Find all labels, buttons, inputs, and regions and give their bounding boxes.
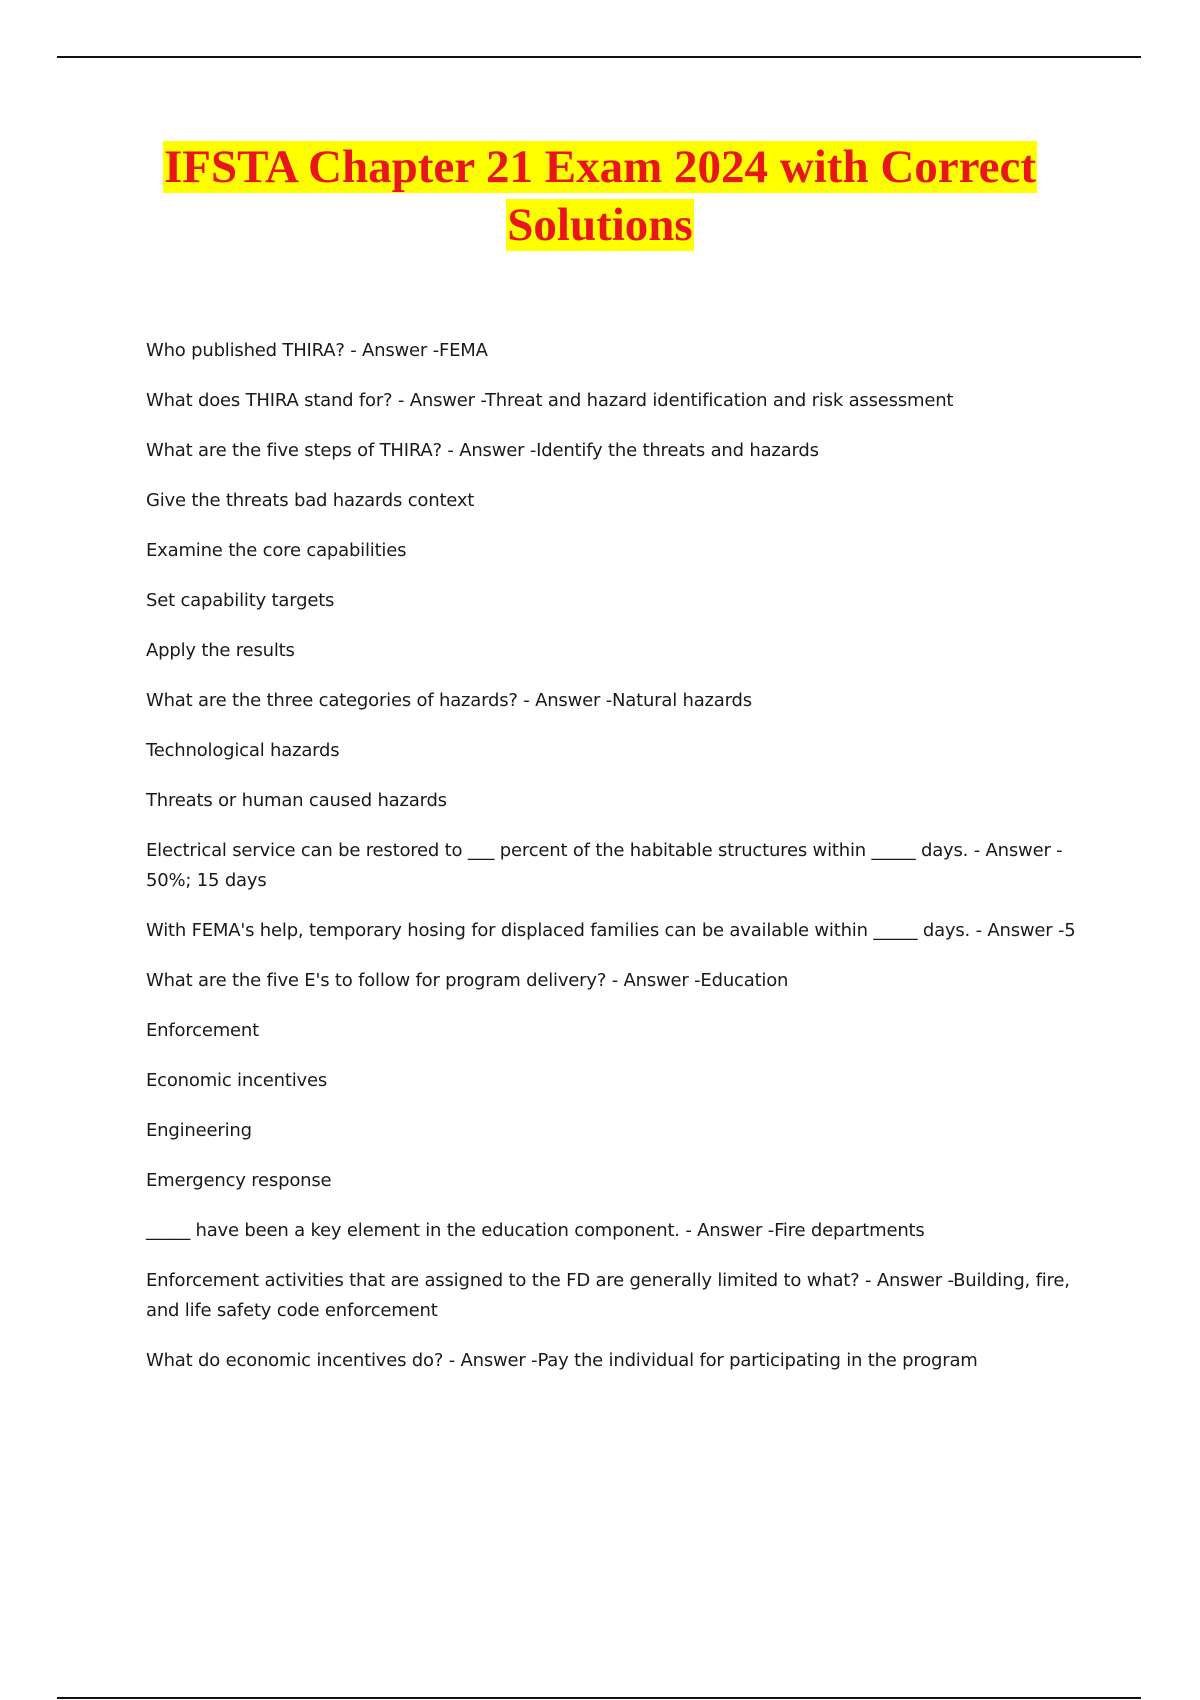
top-rule bbox=[57, 56, 1141, 58]
qa-line: Who published THIRA? - Answer -FEMA bbox=[146, 340, 488, 361]
qa-line: Engineering bbox=[146, 1120, 252, 1141]
qa-line: Enforcement bbox=[146, 1020, 259, 1041]
title-line-1: IFSTA Chapter 21 Exam 2024 with Correct bbox=[163, 141, 1037, 193]
qa-line: Electrical service can be restored to ___ percent of the habitable structures within _____ days. - Answer - 50%; 15 days bbox=[146, 840, 1063, 891]
qa-line: Set capability targets bbox=[146, 590, 335, 611]
qa-line: What does THIRA stand for? - Answer -Threat and hazard identification and risk assessment bbox=[146, 390, 954, 411]
qa-line: Threats or human caused hazards bbox=[146, 790, 447, 811]
document-body bbox=[146, 336, 1096, 1396]
qa-line: Examine the core capabilities bbox=[146, 540, 407, 561]
qa-line: Apply the results bbox=[146, 640, 295, 661]
qa-line: Technological hazards bbox=[146, 740, 340, 761]
qa-line: With FEMA's help, temporary hosing for displaced families can be available within _____ days. - Answer -5 bbox=[146, 920, 1076, 941]
qa-line: What are the three categories of hazards? - Answer -Natural hazards bbox=[146, 690, 752, 711]
qa-line: Emergency response bbox=[146, 1170, 332, 1191]
qa-line: Give the threats bad hazards context bbox=[146, 490, 475, 511]
document-title bbox=[0, 138, 1200, 254]
title-line-2: Solutions bbox=[507, 199, 693, 251]
qa-line: Economic incentives bbox=[146, 1070, 328, 1091]
qa-line: Enforcement activities that are assigned to the FD are generally limited to what? - Answer -Building, fire, and life safety code enforcement bbox=[146, 1270, 1070, 1321]
qa-line: What are the five steps of THIRA? - Answer -Identify the threats and hazards bbox=[146, 440, 819, 461]
qa-line: _____ have been a key element in the education component. - Answer -Fire departments bbox=[146, 1220, 925, 1241]
bottom-rule bbox=[57, 1697, 1141, 1699]
qa-line: What do economic incentives do? - Answer -Pay the individual for participating in the program bbox=[146, 1350, 978, 1371]
qa-line: What are the five E's to follow for program delivery? - Answer -Education bbox=[146, 970, 789, 991]
